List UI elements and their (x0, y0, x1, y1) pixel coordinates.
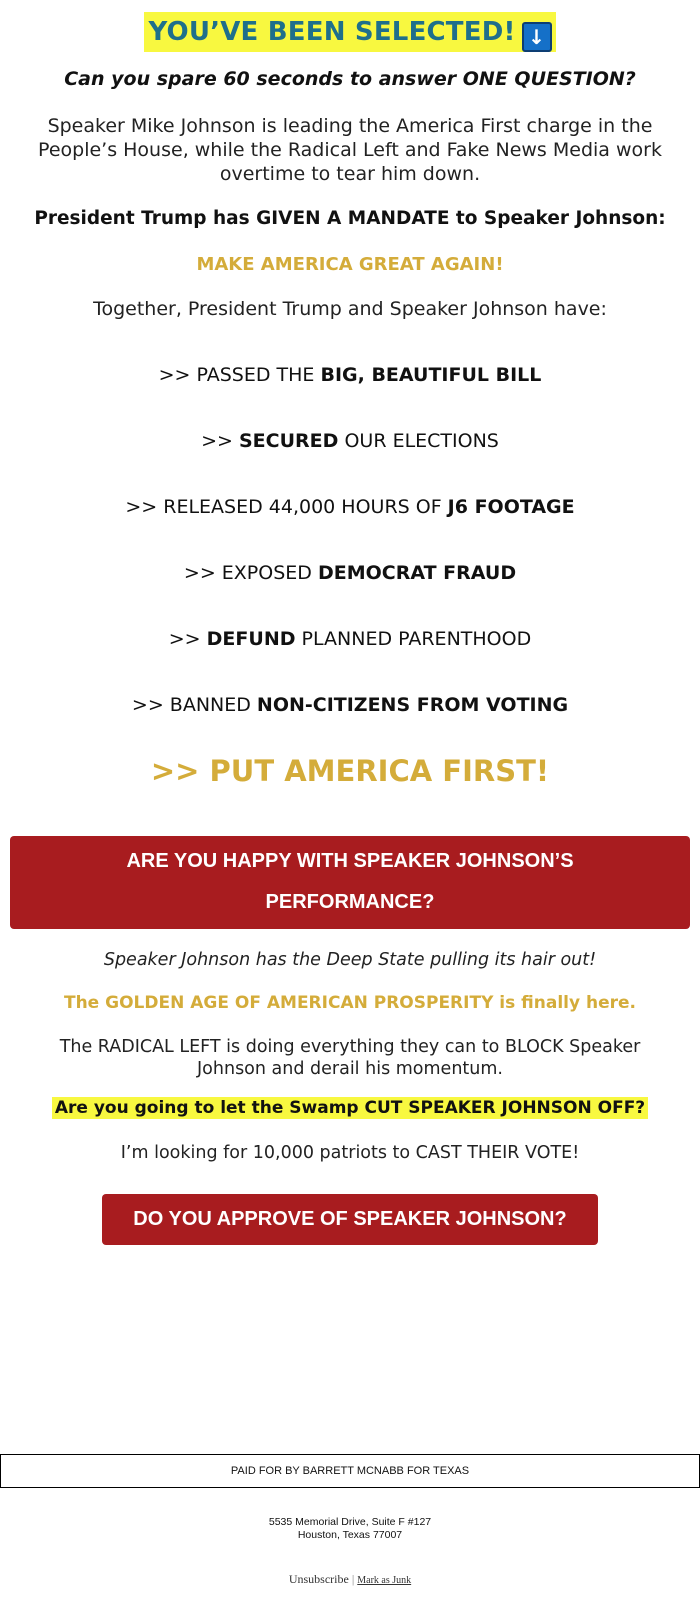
headline-container (0, 12, 700, 52)
happy-with-johnson-button[interactable] (10, 836, 690, 929)
accomplishment-bold: DEMOCRAT FRAUD (317, 562, 517, 584)
golden-age-text: The GOLDEN AGE OF AMERICAN PROSPERITY is finally here. (63, 993, 636, 1013)
accomplishment-item (0, 430, 700, 452)
accomplishment-suffix: PLANNED PARENTHOOD (295, 628, 532, 650)
radical-left-paragraph: The RADICAL LEFT is doing everything they can to BLOCK Speaker Johnson and derail his momentum. (59, 1037, 641, 1079)
button-label-line2: PERFORMANCE? (265, 891, 435, 913)
accomplishment-item (0, 562, 700, 584)
accomplishment-item (0, 364, 700, 386)
accomplishment-suffix: OUR ELECTIONS (338, 430, 499, 452)
swamp-question: Are you going to let the Swamp CUT SPEAKER JOHNSON OFF? (52, 1097, 648, 1119)
down-arrow-icon: ↓ (522, 22, 552, 52)
accomplishment-prefix: >> PASSED THE (158, 364, 321, 386)
accomplishment-item (0, 628, 700, 650)
patriots-text: I’m looking for 10,000 patriots to CAST THEIR VOTE! (120, 1143, 580, 1163)
address-line-1: 5535 Memorial Drive, Suite F #127 (268, 1516, 432, 1528)
paid-for-disclaimer: PAID FOR BY BARRETT MCNABB FOR TEXAS (0, 1454, 700, 1488)
accomplishment-prefix: >> (201, 430, 239, 452)
maga-text: MAKE AMERICA GREAT AGAIN! (196, 254, 504, 275)
mark-as-junk-link[interactable]: Mark as Junk (357, 1575, 412, 1586)
headline-text: YOU’VE BEEN SELECTED! (148, 17, 516, 47)
button-label-line1: ARE YOU HAPPY WITH SPEAKER JOHNSON’S (126, 850, 574, 872)
swamp-container (0, 1097, 700, 1119)
accomplishment-bold: SECURED (239, 430, 339, 452)
question-text: Can you spare 60 seconds to answer ONE QUESTION? (64, 68, 636, 90)
address-line-2: Houston, Texas 77007 (297, 1529, 403, 1541)
mandate-text: President Trump has GIVEN A MANDATE to Speaker Johnson: (34, 208, 666, 229)
together-text: Together, President Trump and Speaker Johnson have: (93, 298, 607, 320)
accomplishment-bold: BIG, BEAUTIFUL BILL (320, 364, 542, 386)
put-america-first-text: >> PUT AMERICA FIRST! (150, 754, 550, 788)
accomplishment-prefix: >> (168, 628, 207, 650)
footer-separator: | (351, 1572, 355, 1586)
accomplishment-prefix: >> BANNED (131, 694, 257, 716)
deep-state-text: Speaker Johnson has the Deep State pulling its hair out! (103, 950, 597, 970)
unsubscribe-link[interactable]: Unsubscribe (288, 1572, 349, 1586)
mailing-address (0, 1516, 700, 1542)
headline (144, 12, 555, 52)
accomplishment-bold: J6 FOOTAGE (447, 496, 575, 518)
approve-johnson-button[interactable]: DO YOU APPROVE OF SPEAKER JOHNSON? (102, 1194, 598, 1245)
accomplishment-prefix: >> RELEASED 44,000 HOURS OF (125, 496, 448, 518)
footer-links (0, 1572, 700, 1587)
accomplishment-item (0, 496, 700, 518)
intro-paragraph: Speaker Mike Johnson is leading the America First charge in the People’s House, while the Radical Left and Fake News Media work overtime to tear him down. (38, 115, 662, 185)
accomplishment-bold: NON-CITIZENS FROM VOTING (256, 694, 569, 716)
accomplishment-bold: DEFUND (206, 628, 296, 650)
accomplishment-prefix: >> EXPOSED (183, 562, 318, 584)
accomplishment-item (0, 694, 700, 716)
